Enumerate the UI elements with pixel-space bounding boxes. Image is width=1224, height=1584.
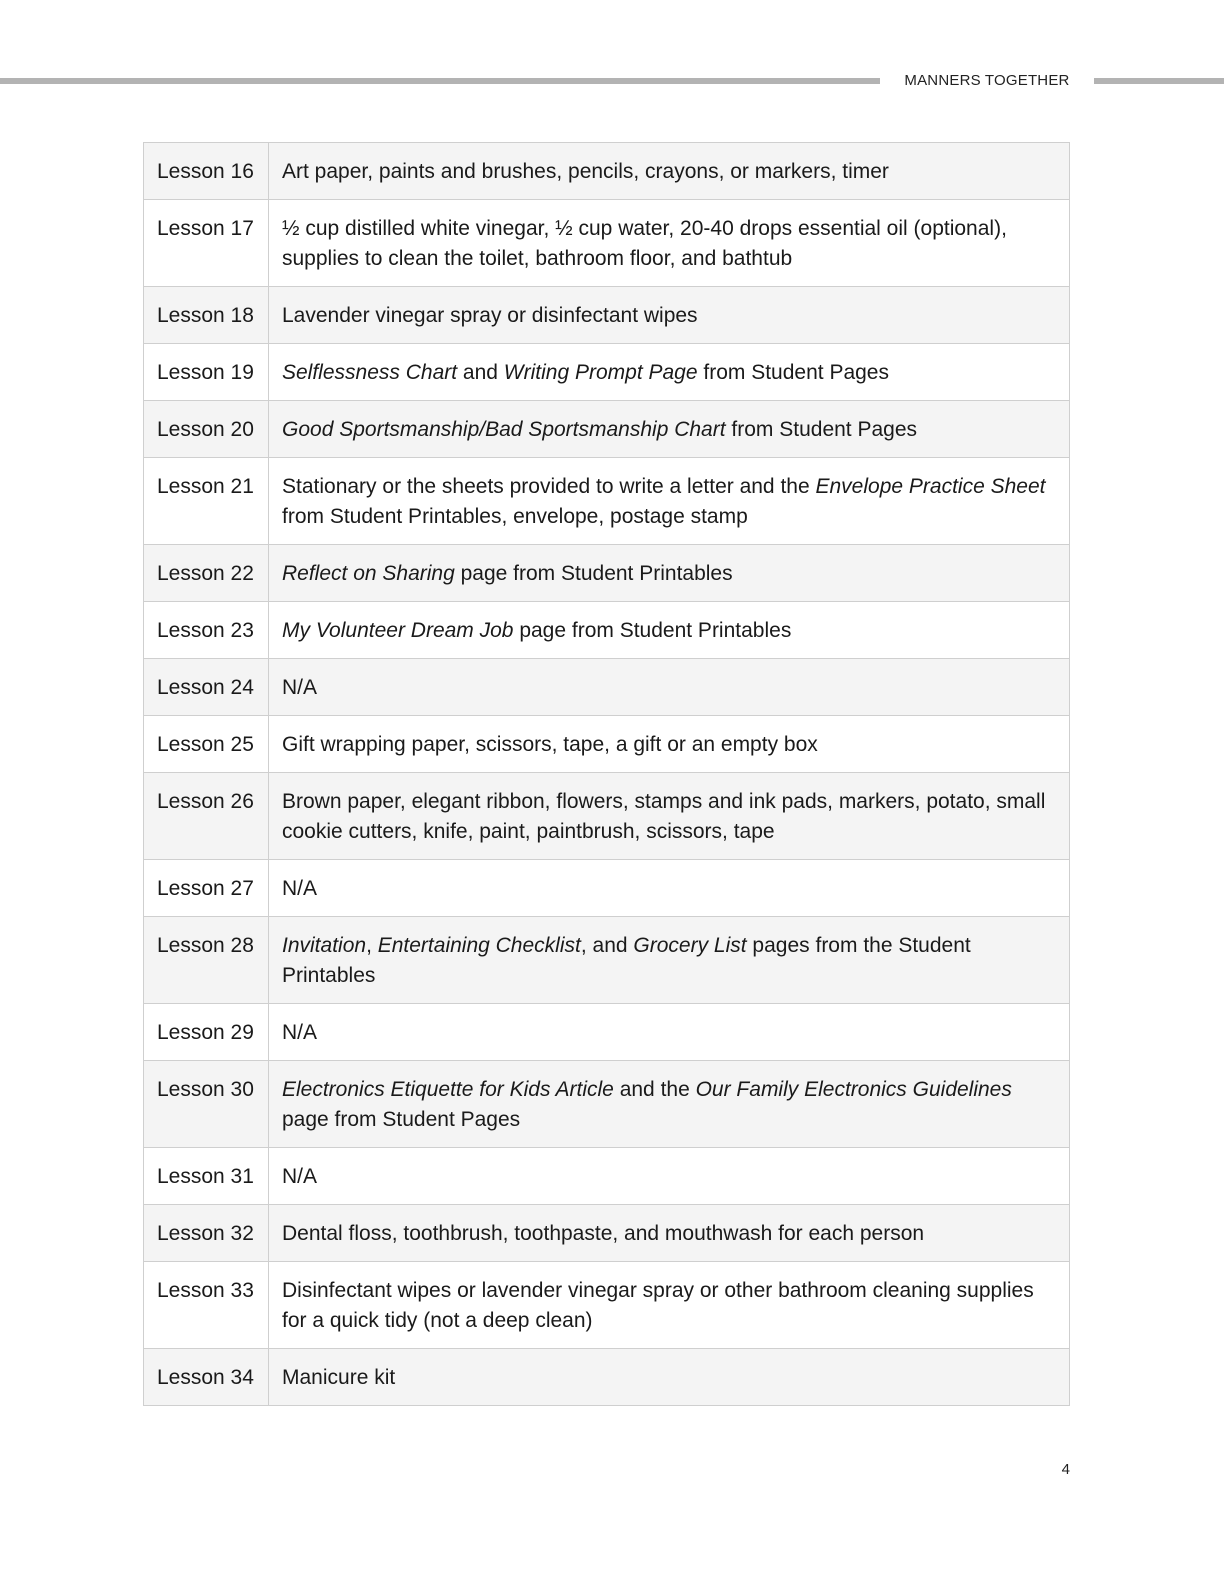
lesson-label: Lesson 30 [144, 1061, 269, 1148]
lesson-label: Lesson 16 [144, 143, 269, 200]
lesson-materials-table-body [144, 143, 1070, 1406]
lesson-materials-table [143, 142, 1070, 1406]
material-text: N/A [282, 1165, 318, 1188]
table-row [144, 545, 1070, 602]
material-text: N/A [282, 877, 318, 900]
material-text: Gift wrapping paper, scissors, tape, a gift or an empty box [282, 733, 818, 756]
material-text: , and [580, 934, 634, 957]
materials-cell [269, 659, 1070, 716]
material-text: N/A [282, 676, 318, 699]
lesson-label: Lesson 17 [144, 200, 269, 287]
materials-cell [269, 860, 1070, 917]
lesson-label: Lesson 29 [144, 1004, 269, 1061]
table-row [144, 287, 1070, 344]
material-title-text: Entertaining Checklist [377, 934, 581, 957]
table-row [144, 860, 1070, 917]
materials-cell [269, 602, 1070, 659]
table-row [144, 1004, 1070, 1061]
material-text: Stationary or the sheets provided to write a letter and the [282, 475, 816, 498]
page-number: 4 [1061, 1461, 1070, 1478]
material-text: ½ cup distilled white vinegar, ½ cup water, 20-40 drops essential oil (optional), supplies to clean the toilet, bathroom floor, and bathtub [282, 217, 1007, 270]
material-text: page from Student Printables [454, 562, 733, 585]
lesson-label: Lesson 19 [144, 344, 269, 401]
material-text: , [366, 934, 378, 957]
material-text: pages from the Student Printables [282, 934, 971, 987]
material-text: Lavender vinegar spray or disinfectant wipes [282, 304, 698, 327]
materials-cell [269, 143, 1070, 200]
lesson-label: Lesson 22 [144, 545, 269, 602]
material-title-text: Invitation [282, 934, 367, 957]
lesson-label: Lesson 34 [144, 1349, 269, 1406]
header-rule-right [1094, 78, 1224, 84]
table-row [144, 1205, 1070, 1262]
material-text: Art paper, paints and brushes, pencils, crayons, or markers, timer [282, 160, 889, 183]
materials-cell [269, 401, 1070, 458]
materials-cell [269, 1205, 1070, 1262]
table-row [144, 1148, 1070, 1205]
material-text: Disinfectant wipes or lavender vinegar spray or other bathroom cleaning supplies for a quick tidy (not a deep clean) [282, 1279, 1034, 1332]
material-text: Dental floss, toothbrush, toothpaste, and mouthwash for each person [282, 1222, 925, 1245]
lesson-label: Lesson 32 [144, 1205, 269, 1262]
lesson-label: Lesson 26 [144, 773, 269, 860]
lesson-label: Lesson 31 [144, 1148, 269, 1205]
table-row [144, 344, 1070, 401]
table-row [144, 401, 1070, 458]
lesson-label: Lesson 27 [144, 860, 269, 917]
material-title-text: Electronics Etiquette for Kids Article [282, 1078, 614, 1101]
table-row [144, 458, 1070, 545]
material-title-text: Reflect on Sharing [282, 562, 455, 585]
materials-cell [269, 1004, 1070, 1061]
material-title-text: My Volunteer Dream Job [282, 619, 514, 642]
materials-cell [269, 773, 1070, 860]
lesson-label: Lesson 20 [144, 401, 269, 458]
table-row [144, 773, 1070, 860]
material-text: from Student Printables, envelope, postage stamp [282, 505, 748, 528]
material-text: and the [613, 1078, 696, 1101]
table-row [144, 1061, 1070, 1148]
lesson-label: Lesson 25 [144, 716, 269, 773]
table-row [144, 143, 1070, 200]
lesson-label: Lesson 23 [144, 602, 269, 659]
material-title-text: Good Sportsmanship/Bad Sportsmanship Chart [282, 418, 726, 441]
lesson-label: Lesson 21 [144, 458, 269, 545]
lesson-label: Lesson 18 [144, 287, 269, 344]
materials-cell [269, 716, 1070, 773]
material-title-text: Envelope Practice Sheet [815, 475, 1046, 498]
material-text: N/A [282, 1021, 318, 1044]
table-row [144, 200, 1070, 287]
running-header-title: MANNERS TOGETHER [904, 72, 1070, 89]
materials-cell [269, 917, 1070, 1004]
materials-cell [269, 344, 1070, 401]
materials-cell [269, 1148, 1070, 1205]
material-text: from Student Pages [725, 418, 918, 441]
material-title-text: Our Family Electronics Guidelines [695, 1078, 1012, 1101]
material-title-text: Writing Prompt Page [503, 361, 698, 384]
materials-cell [269, 1262, 1070, 1349]
lesson-label: Lesson 24 [144, 659, 269, 716]
material-text: Manicure kit [282, 1366, 396, 1389]
table-row [144, 716, 1070, 773]
materials-cell [269, 1061, 1070, 1148]
material-title-text: Grocery List [633, 934, 747, 957]
table-row [144, 1262, 1070, 1349]
material-text: from Student Pages [697, 361, 889, 384]
table-row [144, 1349, 1070, 1406]
materials-cell [269, 287, 1070, 344]
material-text: page from Student Pages [282, 1108, 521, 1131]
lesson-label: Lesson 33 [144, 1262, 269, 1349]
header-rule-left [0, 78, 880, 84]
materials-cell [269, 200, 1070, 287]
lesson-label: Lesson 28 [144, 917, 269, 1004]
materials-cell [269, 1349, 1070, 1406]
table-row [144, 917, 1070, 1004]
materials-cell [269, 458, 1070, 545]
materials-cell [269, 545, 1070, 602]
material-text: Brown paper, elegant ribbon, flowers, stamps and ink pads, markers, potato, small cookie cutters, knife, paint, paintbrush, scissors, tape [282, 790, 1046, 843]
material-text: page from Student Printables [513, 619, 792, 642]
material-title-text: Selflessness Chart [282, 361, 458, 384]
material-text: and [457, 361, 504, 384]
table-row [144, 602, 1070, 659]
table-row [144, 659, 1070, 716]
